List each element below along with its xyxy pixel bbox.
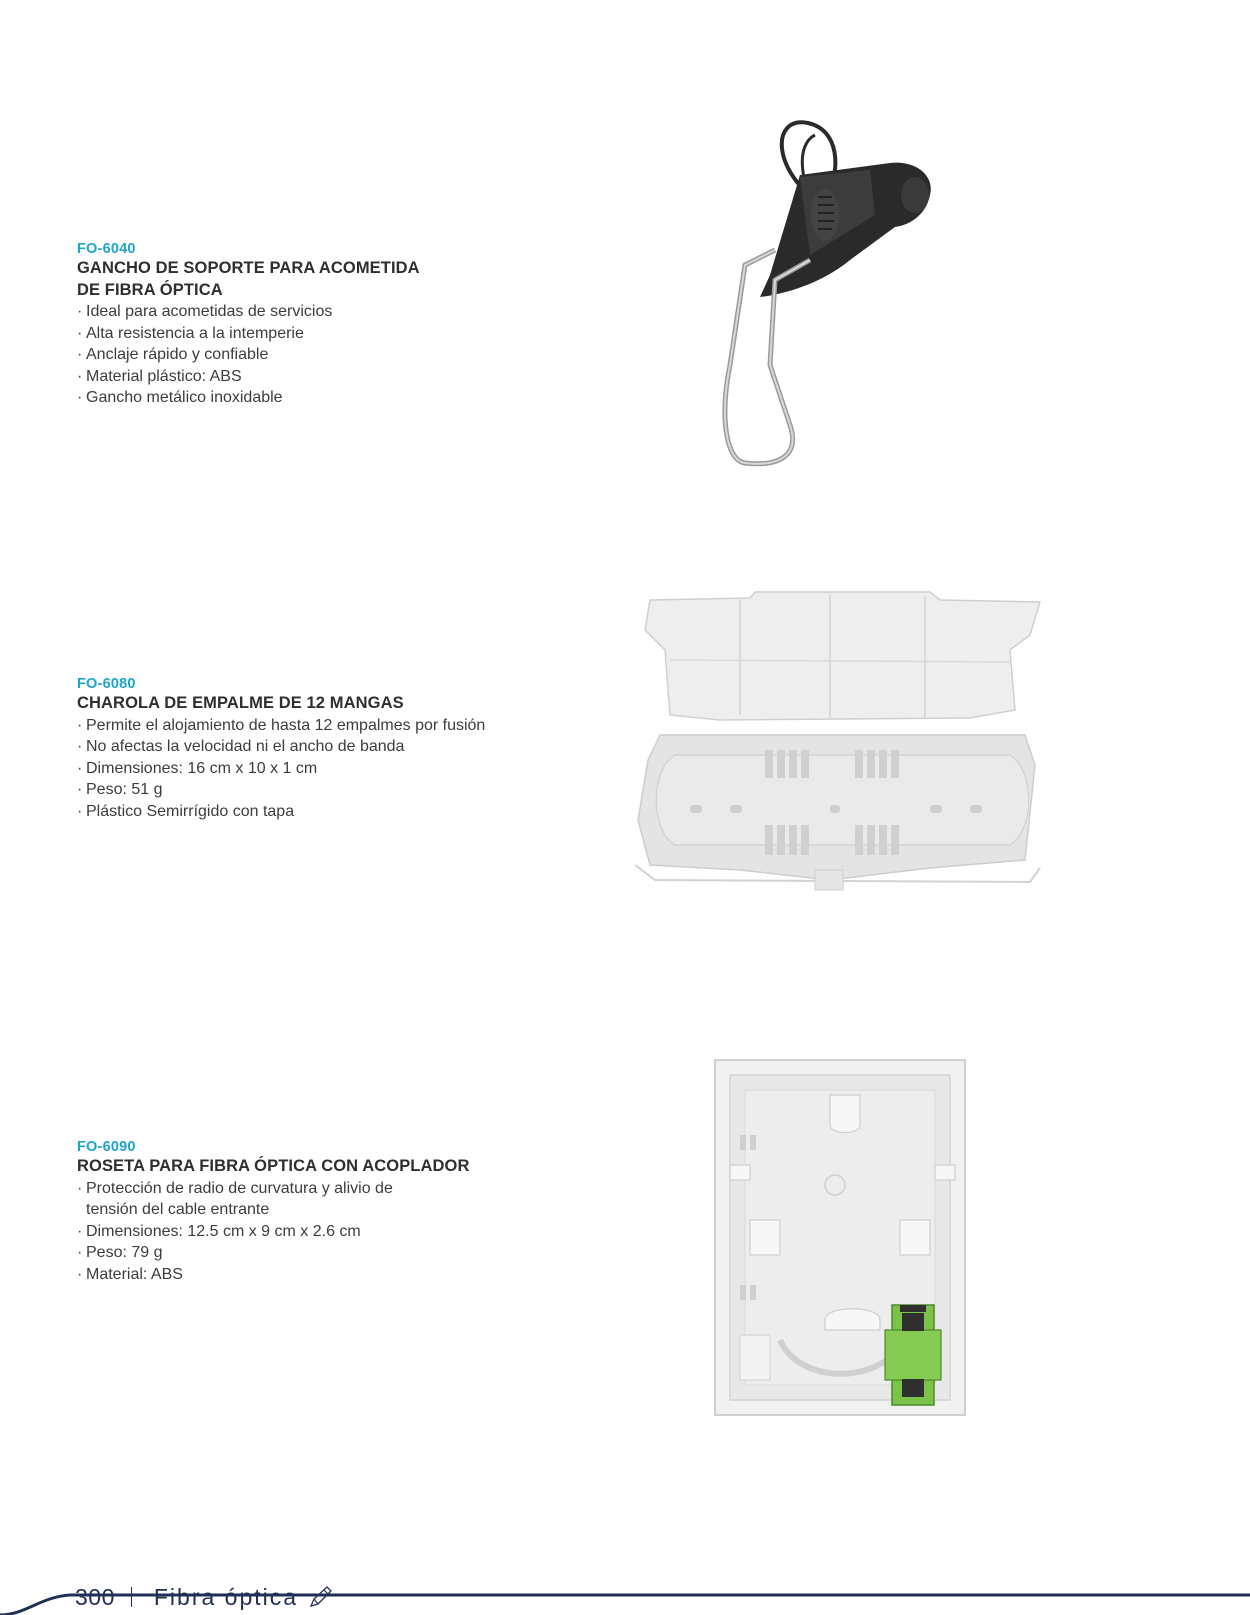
footer-rule	[0, 1585, 1250, 1615]
product-name: ROSETA PARA FIBRA ÓPTICA CON ACOPLADOR	[77, 1157, 470, 1175]
feature-item: · Material: ABS	[77, 1264, 417, 1286]
product-code: FO-6080	[77, 676, 136, 692]
feature-item: · Alta resistencia a la intemperie	[77, 323, 557, 345]
splice-tray-image	[630, 590, 1050, 900]
feature-list	[77, 301, 557, 409]
feature-item: · Protección de radio de curvatura y alivio de tensión del cable entrante	[77, 1178, 417, 1221]
page-number: 300	[75, 1583, 115, 1610]
feature-item: · Peso: 51 g	[77, 779, 557, 801]
section-title: Fibra óptica	[153, 1583, 299, 1610]
product-fo-6040	[77, 240, 557, 409]
feature-item: · Material plástico: ABS	[77, 366, 557, 388]
feature-item: · Permite el alojamiento de hasta 12 empalmes por fusión	[77, 715, 557, 737]
feature-item: · Gancho metálico inoxidable	[77, 387, 557, 409]
fiber-rosette-image	[710, 1055, 980, 1425]
product-fo-6090	[77, 1138, 557, 1285]
feature-item: · Dimensiones: 12.5 cm x 9 cm x 2.6 cm	[77, 1221, 417, 1243]
product-fo-6080	[77, 675, 557, 822]
feature-item: · No afectas la velocidad ni el ancho de banda	[77, 736, 557, 758]
product-code: FO-6040	[77, 241, 136, 257]
feature-list	[77, 1178, 417, 1286]
feature-item: · Plástico Semirrígido con tapa	[77, 801, 557, 823]
drop-hook-image	[700, 115, 960, 475]
product-code: FO-6090	[77, 1139, 136, 1155]
feature-item: · Peso: 79 g	[77, 1242, 417, 1264]
feature-list	[77, 715, 557, 823]
feature-item: · Anclaje rápido y confiable	[77, 344, 557, 366]
product-name: GANCHO DE SOPORTE PARA ACOMETIDA DE FIBRA ÓPTICA	[77, 259, 420, 299]
product-name: CHAROLA DE EMPALME DE 12 MANGAS	[77, 694, 404, 712]
feature-item: · Dimensiones: 16 cm x 10 x 1 cm	[77, 758, 557, 780]
feature-item: · Ideal para acometidas de servicios	[77, 301, 557, 323]
